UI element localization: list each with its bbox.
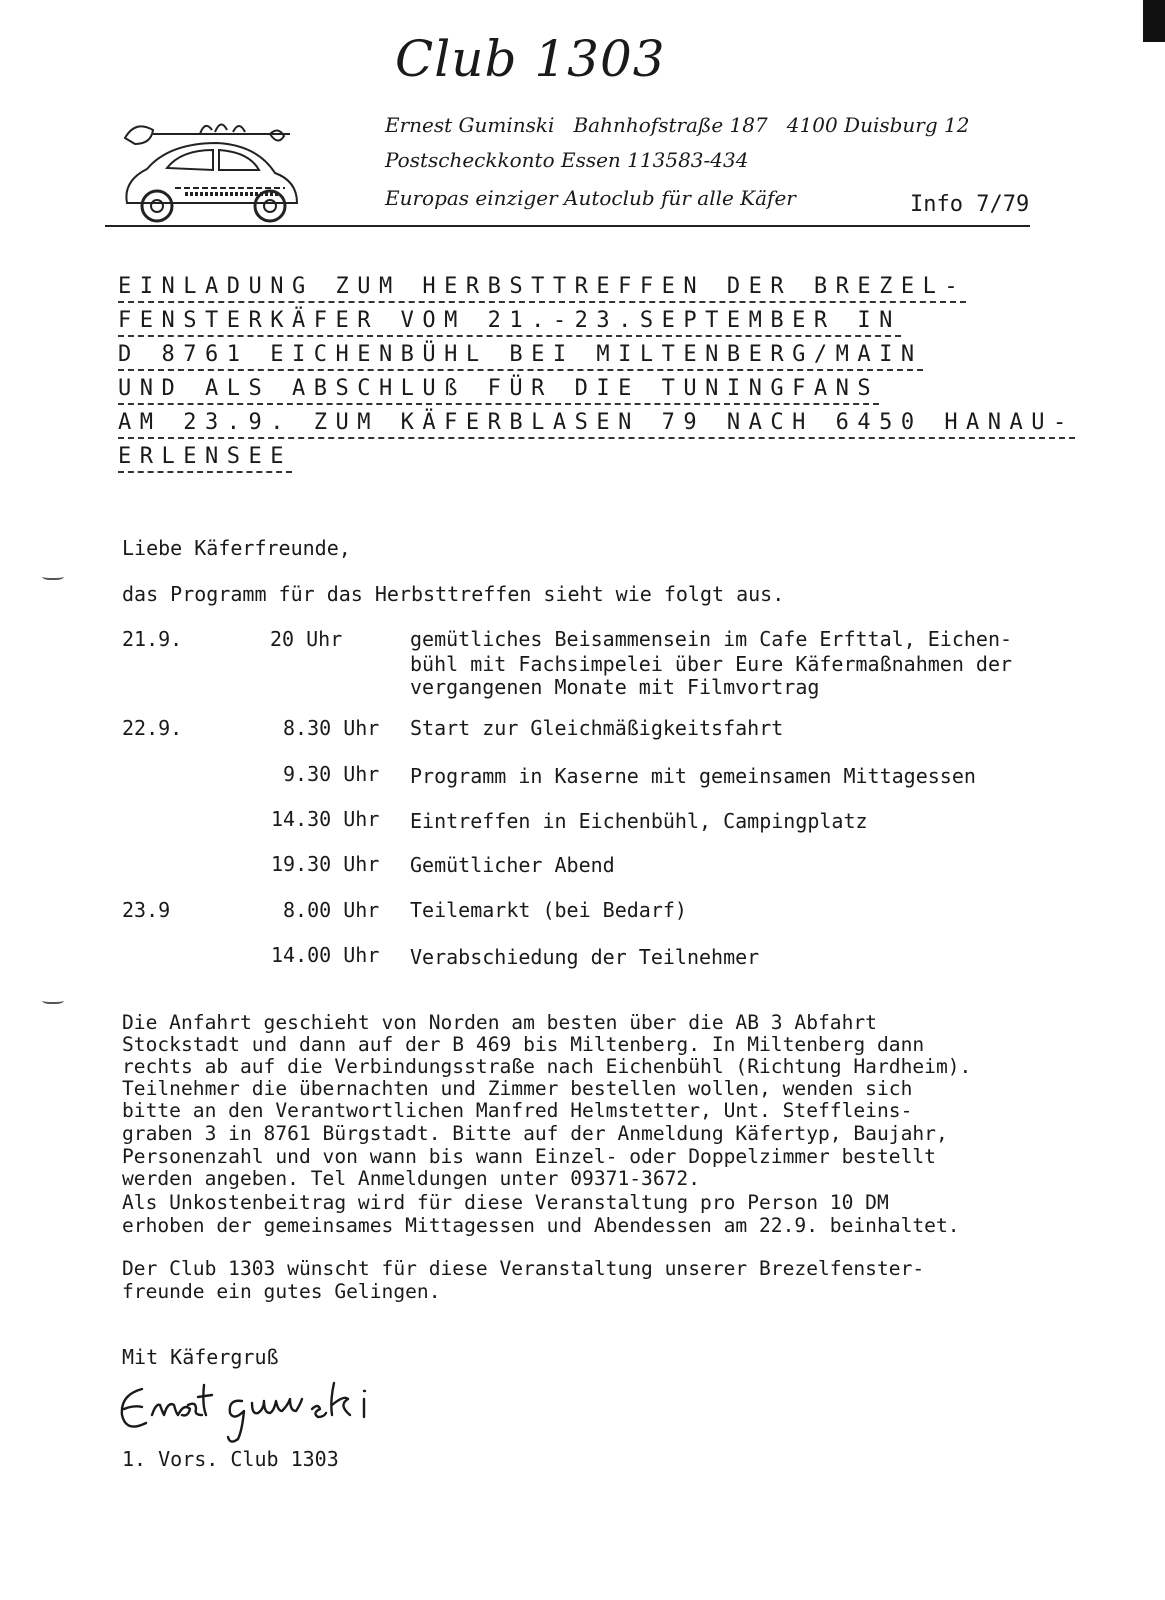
handwritten-signature bbox=[112, 1375, 452, 1445]
directions-line: Die Anfahrt geschieht von Norden am besten über die AB 3 Abfahrt bbox=[122, 1011, 877, 1034]
salutation: Liebe Käferfreunde, bbox=[122, 536, 351, 560]
program-date: 23.9 bbox=[122, 898, 171, 922]
program-activity: Teilemarkt (bei Bedarf) bbox=[410, 898, 687, 922]
program-activity: bühl mit Fachsimpelei über Eure Käfermaßnahmen der bbox=[410, 652, 1013, 676]
program-activity: Programm in Kaserne mit gemeinsamen Mittagessen bbox=[410, 764, 976, 788]
account-line: Postscheckkonto Essen 113583-434 bbox=[385, 148, 749, 172]
program-time: 8.00 Uhr bbox=[283, 898, 380, 922]
program-activity: Eintreffen in Eichenbühl, Campingplatz bbox=[410, 809, 868, 833]
program-intro: das Programm für das Herbsttreffen sieht wie folgt aus. bbox=[122, 582, 785, 606]
heading-line: EINLADUNG ZUM HERBSTTREFFEN DER BREZEL- bbox=[118, 274, 966, 303]
directions-line: Personenzahl und von wann bis wann Einzel- oder Doppelzimmer bestellt bbox=[122, 1145, 936, 1168]
signatory-title: 1. Vors. Club 1303 bbox=[122, 1447, 339, 1471]
address-line: Ernest Guminski Bahnhofstraße 187 4100 Duisburg 12 bbox=[385, 113, 970, 137]
punch-tick-mark bbox=[42, 572, 64, 580]
heading-line: AM 23.9. ZUM KÄFERBLASEN 79 NACH 6450 HANAU- bbox=[118, 410, 1075, 439]
closing-wish-line: freunde ein gutes Gelingen. bbox=[122, 1280, 441, 1303]
program-time: 19.30 Uhr bbox=[271, 852, 380, 876]
closing-wish-line: Der Club 1303 wünscht für diese Veranstaltung unserer Brezelfenster- bbox=[122, 1257, 925, 1280]
program-activity: Verabschiedung der Teilnehmer bbox=[410, 945, 760, 969]
heading-line: ERLENSEE bbox=[118, 444, 292, 473]
program-activity: Gemütlicher Abend bbox=[410, 853, 615, 877]
program-time: 20 Uhr bbox=[270, 627, 343, 651]
scan-edge-mark bbox=[1143, 0, 1165, 42]
heading-line: D 8761 EICHENBÜHL BEI MILTENBERG/MAIN bbox=[118, 342, 923, 371]
program-date: 22.9. bbox=[122, 716, 183, 740]
program-time: 14.00 Uhr bbox=[271, 943, 380, 967]
heading-line: UND ALS ABSCHLUß FÜR DIE TUNINGFANS bbox=[118, 376, 879, 405]
directions-line: erhoben der gemeinsames Mittagessen und Abendessen am 22.9. beinhaltet. bbox=[122, 1214, 960, 1237]
program-activity: vergangenen Monate mit Filmvortrag bbox=[410, 675, 820, 699]
program-time: 8.30 Uhr bbox=[283, 716, 380, 740]
club-title: Club 1303 bbox=[395, 30, 666, 88]
slogan-line: Europas einziger Autoclub für alle Käfer bbox=[385, 186, 796, 210]
directions-line: Stockstadt und dann auf der B 469 bis Miltenberg. In Miltenberg dann bbox=[122, 1033, 925, 1056]
header-rule bbox=[105, 225, 1030, 227]
program-activity: Start zur Gleichmäßigkeitsfahrt bbox=[410, 716, 784, 740]
greeting: Mit Käfergruß bbox=[122, 1345, 279, 1369]
directions-line: rechts ab auf die Verbindungsstraße nach Eichenbühl (Richtung Hardheim). bbox=[122, 1055, 972, 1078]
punch-tick-mark bbox=[42, 996, 64, 1004]
program-time: 9.30 Uhr bbox=[283, 762, 380, 786]
program-time: 14.30 Uhr bbox=[271, 807, 380, 831]
directions-line: Als Unkostenbeitrag wird für diese Veranstaltung pro Person 10 DM bbox=[122, 1191, 889, 1214]
program-date: 21.9. bbox=[122, 627, 183, 651]
directions-line: graben 3 in 8761 Bürgstadt. Bitte auf der Anmeldung Käfertyp, Baujahr, bbox=[122, 1122, 948, 1145]
heading-line: FENSTERKÄFER VOM 21.-23.SEPTEMBER IN bbox=[118, 308, 901, 337]
info-code: Info 7/79 bbox=[910, 192, 1030, 217]
directions-line: werden angeben. Tel Anmeldungen unter 09371-3672. bbox=[122, 1167, 701, 1190]
directions-line: Teilnehmer die übernachten und Zimmer bestellen wollen, wenden sich bbox=[122, 1077, 913, 1100]
program-activity: gemütliches Beisammensein im Cafe Erfttal, Eichen- bbox=[410, 627, 1013, 651]
beetle-car-logo-icon bbox=[105, 108, 305, 228]
directions-line: bitte an den Verantwortlichen Manfred Helmstetter, Unt. Steffleins- bbox=[122, 1099, 913, 1122]
